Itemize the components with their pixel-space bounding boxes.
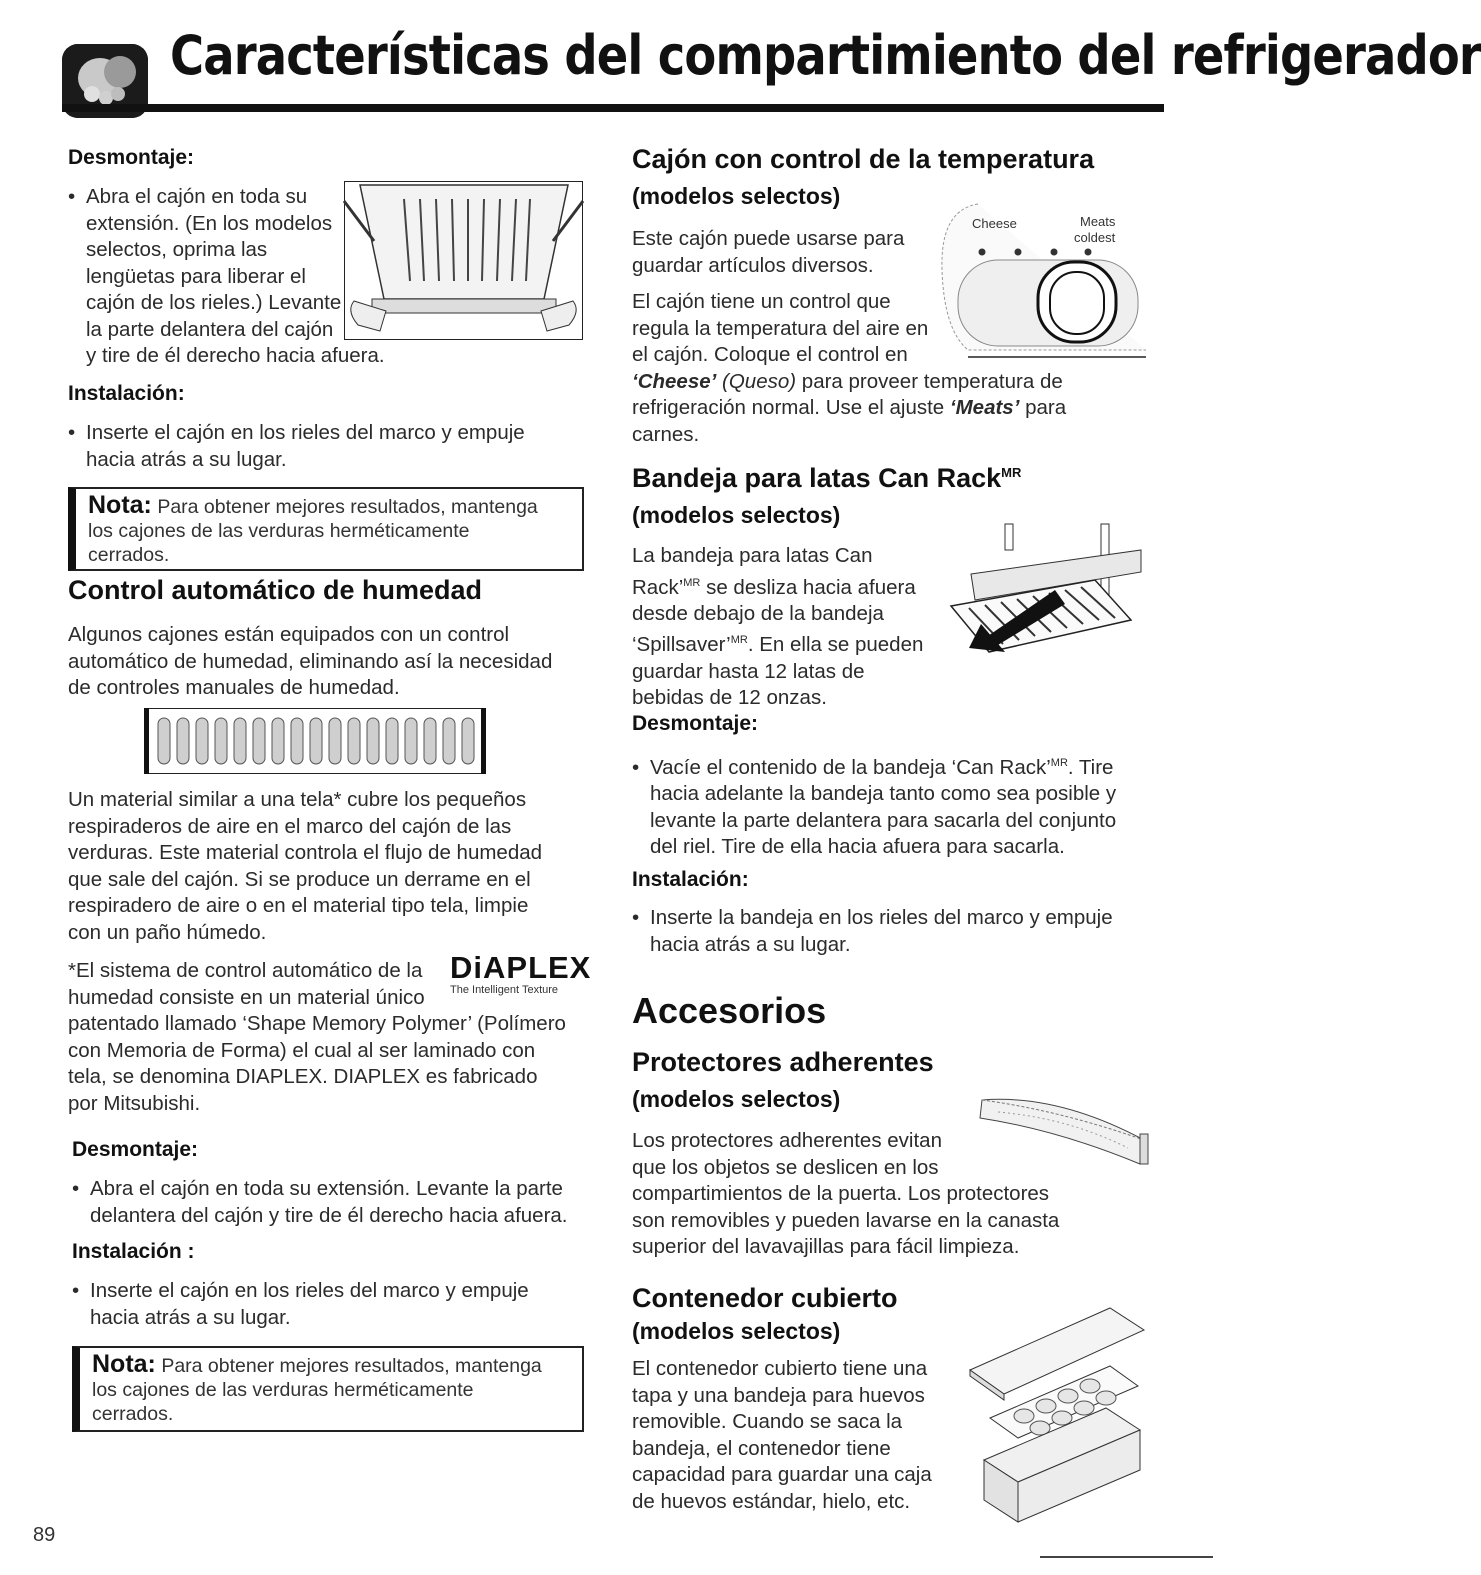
text-line: con un paño húmedo. xyxy=(68,920,267,944)
queso-term: (Queso) xyxy=(722,369,797,393)
control-text xyxy=(68,622,598,702)
text-line: tapa y una bandeja para huevos xyxy=(632,1383,925,1407)
text-line: los cajones de las verduras herméticamente xyxy=(88,520,470,542)
text-line: que los objetos se deslicen en los xyxy=(632,1155,939,1179)
text-line: guardar artículos diversos. xyxy=(632,253,874,277)
dial-cheese-label: Cheese xyxy=(972,216,1017,231)
desmontaje-heading-3: Desmontaje: xyxy=(632,712,759,735)
nota-box-1 xyxy=(68,487,584,571)
text-line: desde debajo de la bandeja xyxy=(632,601,884,625)
text-line: cajón de los rieles.) Levante xyxy=(86,291,342,314)
cajon-heading: Cajón con control de la temperatura xyxy=(632,144,1095,174)
instalacion-text-3: • Inserte la bandeja en los rieles del marco y empuje hacia atrás a su lugar. xyxy=(632,905,1162,958)
covered-container-illustration xyxy=(960,1300,1148,1530)
protectores-heading: Protectores adherentes xyxy=(632,1047,934,1077)
nota-label: Nota: xyxy=(92,1350,156,1378)
text-line: tela, se denomina DIAPLEX. DIAPLEX es fabricado xyxy=(68,1065,538,1088)
text-line: de controles manuales de humedad. xyxy=(68,676,400,699)
text-line: hacia adelante la bandeja tanto como sea posible y xyxy=(650,782,1117,806)
instalacion-text-1: • Inserte el cajón en los rieles del marco y empuje hacia atrás a su lugar. xyxy=(68,420,588,473)
text-line: lengüetas para liberar el xyxy=(86,264,306,288)
text-line: Rack’ xyxy=(632,575,684,599)
bandeja-heading xyxy=(632,463,1021,494)
text-line: hacia atrás a su lugar. xyxy=(650,932,851,956)
text-line: *El sistema de control automático de la xyxy=(68,959,423,982)
text-line: son removibles y pueden lavarse en la canasta xyxy=(632,1208,1060,1232)
text-line: La bandeja para latas Can xyxy=(632,544,873,567)
accesorios-heading: Accesorios xyxy=(632,990,827,1031)
text-line: que sale del cajón. Si se produce un derrame en el xyxy=(68,867,531,891)
text-line: Vacíe el contenido de la bandeja ‘Can Rack’ xyxy=(650,755,1051,779)
text-line: refrigeración normal. Use el ajuste xyxy=(632,396,945,419)
text-line: del riel. Tire de ella hacia afuera para sacarla. xyxy=(650,835,1065,859)
contenedor-heading: Contenedor cubierto xyxy=(632,1283,898,1313)
diaplex-logo xyxy=(450,950,592,1012)
text-line: hacia atrás a su lugar. xyxy=(86,447,287,471)
material-text xyxy=(68,787,598,946)
text-line: carnes. xyxy=(632,422,700,446)
bandeja-text xyxy=(632,543,942,712)
vent-grill-illustration xyxy=(144,708,486,774)
text-line: verduras. Este material controla el flujo de humedad xyxy=(68,841,543,864)
trademark: MR xyxy=(1001,465,1022,480)
text-line: Un material similar a una tela* cubre los pequeños xyxy=(68,788,527,811)
text-line: bandeja, el contenedor tiene xyxy=(632,1436,891,1460)
text-line: Abra el cajón en toda su extensión. Levante la parte xyxy=(90,1177,563,1200)
drawer-illustration xyxy=(344,181,583,340)
text-line: selectos, oprima las xyxy=(86,238,268,261)
text-line: delantera del cajón y tire de él derecho hacia afuera. xyxy=(90,1203,568,1227)
nota-box-2 xyxy=(72,1346,584,1432)
text-line: se desliza hacia afuera xyxy=(700,575,916,599)
trademark: MR xyxy=(730,634,748,647)
text-line: removible. Cuando se saca la xyxy=(632,1410,903,1433)
text-line: respiraderos de aire en el marco del cajón de las xyxy=(68,814,512,838)
control-heading: Control automático de humedad xyxy=(68,575,483,605)
text-line: patentado llamado ‘Shape Memory Polymer’ (Polímero xyxy=(68,1012,566,1035)
text-line: Algunos cajones están equipados con un control xyxy=(68,623,510,646)
text-line: y tire de él derecho hacia afuera. xyxy=(86,344,385,367)
desmontaje-text-3: • Vacíe el contenido de la bandeja ‘Can Rack’$^{MR}$. Tire hacia adelante la bandeja tanto como sea posible y levante la parte delantera para sacarla del conjunto del riel. Tire de ella hacia afuera para sacarla. xyxy=(632,750,1162,861)
text-line: Inserte el cajón en los rieles del marco y empuje xyxy=(90,1279,529,1302)
footer-rule xyxy=(1040,1556,1213,1558)
contenedor-text xyxy=(632,1356,962,1515)
desmontaje-heading-2: Desmontaje: xyxy=(72,1138,199,1161)
text-line: extensión. (En los modelos xyxy=(86,211,333,235)
text-line: Para obtener mejores resultados, mantenga xyxy=(161,1355,542,1377)
text-line: regula la temperatura del aire en xyxy=(632,316,929,340)
text-line: Para obtener mejores resultados, mantenga xyxy=(157,496,538,518)
text-line: el cajón. Coloque el control en xyxy=(632,343,908,366)
text-line: Inserte la bandeja en los rieles del marco y empuje xyxy=(650,906,1113,929)
text-line: Los protectores adherentes evitan xyxy=(632,1129,942,1152)
text-line: El cajón tiene un control que xyxy=(632,290,891,313)
protectores-selectos: (modelos selectos) xyxy=(632,1086,841,1112)
text-line: compartimientos de la puerta. Los protectores xyxy=(632,1182,1050,1205)
dial-coldest-label: coldest xyxy=(1074,230,1116,245)
page-number: 89 xyxy=(33,1524,56,1546)
instalacion-heading-2: Instalación : xyxy=(72,1240,195,1263)
diaplex-logo-text: DiAPLEX xyxy=(450,950,592,985)
text-line: respiradero de aire o en el material tipo tela, limpie xyxy=(68,894,529,917)
desmontaje-text-1: • Abra el cajón en toda su extensión. (En los modelos selectos, oprima las lengüetas para liberar el cajón de los rieles.) Levante la parte delantera del cajón y tire de él derecho hacia afuera. xyxy=(68,184,358,370)
text-line: para xyxy=(1025,396,1067,419)
title-rule xyxy=(62,104,1164,112)
nota-label: Nota: xyxy=(88,491,152,519)
text-line: con Memoria de Forma) el cual al ser laminado con xyxy=(68,1038,536,1062)
instalacion-heading-3: Instalación: xyxy=(632,868,749,891)
trademark: MR xyxy=(1050,757,1068,769)
meats-term: ‘Meats’ xyxy=(949,396,1020,419)
text-line: . Tire xyxy=(1067,755,1114,779)
diaplex-logo-tagline: The Intelligent Texture xyxy=(450,984,559,996)
text-line: cerrados. xyxy=(92,1403,174,1425)
cajon-selectos: (modelos selectos) xyxy=(632,183,841,209)
text-line: guardar hasta 12 latas de xyxy=(632,659,865,683)
text-line: por Mitsubishi. xyxy=(68,1091,201,1115)
bandeja-heading-text: Bandeja para latas Can Rack xyxy=(632,463,1002,493)
text-line: El contenedor cubierto tiene una xyxy=(632,1357,928,1380)
instalacion-text-2: • Inserte el cajón en los rieles del marco y empuje hacia atrás a su lugar. xyxy=(72,1278,602,1331)
page-title: Características del compartimiento del refrigerador xyxy=(170,24,1481,87)
text-line: bebidas de 12 onzas. xyxy=(632,686,827,710)
text-line: hacia atrás a su lugar. xyxy=(90,1305,291,1329)
text-line: ‘Spillsaver’ xyxy=(632,633,731,657)
cheese-term: ‘Cheese’ xyxy=(632,369,717,393)
door-bin-illustration xyxy=(968,1090,1154,1170)
text-line: . En ella se pueden xyxy=(747,633,924,657)
contenedor-selectos: (modelos selectos) xyxy=(632,1318,841,1344)
text-line: superior del lavavajillas para fácil limpieza. xyxy=(632,1235,1020,1258)
text-line: la parte delantera del cajón xyxy=(86,317,334,341)
text-line: humedad consiste en un material único xyxy=(68,985,425,1009)
instalacion-heading-1: Instalación: xyxy=(68,382,185,405)
text-line: para proveer temperatura de xyxy=(801,369,1063,393)
desmontaje-text-2: • Abra el cajón en toda su extensión. Levante la parte delantera del cajón y tire de él derecho hacia afuera. xyxy=(72,1176,602,1229)
temperature-dial-illustration xyxy=(938,200,1146,358)
trademark: MR xyxy=(683,576,701,589)
text-line: Inserte el cajón en los rieles del marco y empuje xyxy=(86,421,525,444)
desmontaje-heading-1: Desmontaje: xyxy=(68,146,195,169)
text-line: Este cajón puede usarse para xyxy=(632,227,905,250)
can-rack-illustration xyxy=(945,520,1143,670)
text-line: Abra el cajón en toda su xyxy=(86,185,308,208)
dial-meats-label: Meats xyxy=(1080,214,1116,229)
text-line: de huevos estándar, hielo, etc. xyxy=(632,1489,911,1513)
text-line: capacidad para guardar una caja xyxy=(632,1463,932,1486)
text-line: levante la parte delantera para sacarla del conjunto xyxy=(650,808,1117,832)
text-line: automático de humedad, eliminando así la necesidad xyxy=(68,649,553,673)
text-line: cerrados. xyxy=(88,544,170,566)
bandeja-selectos: (modelos selectos) xyxy=(632,502,841,528)
text-line: los cajones de las verduras herméticamente xyxy=(92,1379,474,1401)
